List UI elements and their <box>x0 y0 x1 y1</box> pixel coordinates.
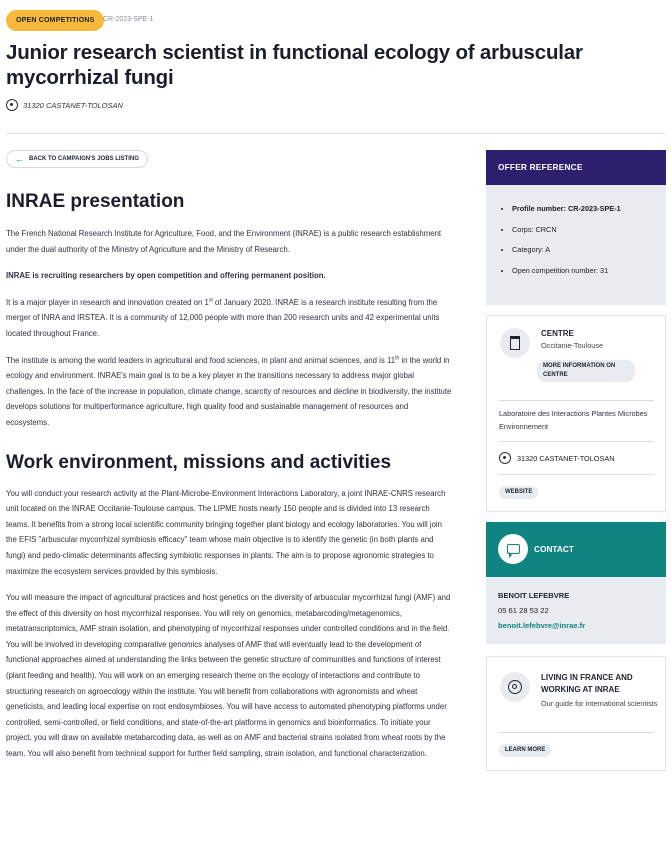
divider <box>499 474 654 475</box>
contact-panel <box>486 577 666 644</box>
location <box>6 99 123 111</box>
superscript: th <box>395 354 400 361</box>
arrow-left-icon: ← <box>15 154 24 164</box>
contact-phone: 05 61 28 53 22 <box>498 606 549 615</box>
location-text: 31320 CASTANET-TOLOSAN <box>23 100 123 110</box>
paragraph <box>6 295 452 342</box>
text: The institute is among the world leaders in agricultural and food sciences, in plant and animal sciences, and is 11 <box>6 355 396 365</box>
living-description: Our guide for international scientists <box>541 699 658 708</box>
paragraph: You will measure the impact of agricultural practices and host genetics on the diversity of arbuscular mycorrhizal fungi (AMF) and the effect of this diversity on host mycorrhizal responses. You will rely on genomics, metabarcoding/metagenomics, metatranscriptomics, AMF strain isolation, and phenotyping of mycorrhizal responses under controlled conditions and in the field. You will be involved in developing comparative genomics analyses of AMF that will eventually lead to the development of functional approaches aimed at understanding the links between the genetic structure of communities and functions of interest (plant feeding and health). You will work on an emerging research theme on the ecology of interactions and contribute to structuring research on agroecology within the institute. You will benefit from collaborations with agronomists and wheat geneticists, and leading local expertise on root endosymbioses. You will have access to automated phenotyping platforms under controlled, semi-controlled, or field conditions, and state-of-the-art platforms in genomics and bioinformatics. To initiate your project, you will draw on available metabarcoding data, as well as on AMF and bacterial strains isolated from wheat roots by the team. You will also benefit from technical support for further field sampling, strain isolation, and functional characterization. <box>6 593 451 759</box>
lab-name: Laboratoire des Interactions Plantes Microbes Environnement <box>499 409 648 431</box>
text: of January 2020. INRAE is a research institute resulting from the merger of INRA and IRSTEA. It is a community of 12,000 people with more than 200 research units and 42 experimental units located throughout France. <box>6 297 440 338</box>
section-title-work-environment: Work environment, missions and activities <box>6 451 392 473</box>
location-pin-icon <box>499 452 511 464</box>
centre-location-text: 31320 CASTANET-TOLOSAN <box>517 453 615 463</box>
contact-email-link[interactable]: benoit.lefebvre@inrae.fr <box>498 621 586 630</box>
paragraph <box>6 353 452 431</box>
learn-more-link[interactable]: LEARN MORE <box>499 744 551 757</box>
divider <box>499 441 654 442</box>
offer-corps: • Corps: CRCN <box>512 220 654 241</box>
living-title: LIVING IN FRANCE AND WORKING AT INRAE <box>541 673 633 694</box>
living-in-france-card <box>486 656 666 771</box>
contact-header <box>486 522 666 577</box>
building-icon <box>500 328 530 358</box>
offer-profile-number: • Profile number: CR-2023-SPE-1 <box>512 199 654 220</box>
divider <box>499 400 654 401</box>
page-title: Junior research scientist in functional ecology of arbuscular mycorrhizal fungi <box>6 41 583 89</box>
offer-category: • Category: A <box>512 240 654 261</box>
website-link[interactable]: WEBSITE <box>499 486 538 499</box>
paragraph-bold <box>6 268 452 284</box>
main-content <box>6 190 452 762</box>
back-to-listing-button[interactable] <box>6 150 148 168</box>
location-pin-icon <box>6 99 18 111</box>
offer-reference-panel <box>486 185 666 305</box>
text: in the world in ecology and environment. INRAE's main goal is to be a key player in the transitions necessary to address major global challenges. In the face of the increase in population, climate change, scarcity of resources and decline in biodiversity, the institute develops solutions for multiperformance agriculture, high quality food and sustainable management of resources and ecosystems. <box>6 355 452 427</box>
superscript: st <box>208 297 213 304</box>
contact-name: BENOIT LEFEBVRE <box>498 591 570 600</box>
text: It is a major player in research and innovation created on 1 <box>6 297 209 307</box>
centre-card <box>486 315 666 512</box>
section-title-presentation: INRAE presentation <box>6 191 185 212</box>
target-icon <box>500 672 530 702</box>
back-label: BACK TO CAMPAIGN'S JOBS LISTING <box>29 156 139 162</box>
offer-competition-number: • Open competition number: 31 <box>512 261 654 282</box>
divider <box>499 732 654 733</box>
centre-name: Occitanie-Toulouse <box>541 341 604 350</box>
recruiting-statement: INRAE is recruiting researchers by open competition and offering permanent position. <box>6 271 326 281</box>
offer-reference-header: OFFER REFERENCE <box>486 150 666 185</box>
paragraph: You will conduct your research activity at the Plant-Microbe-Environment Interactions Laboratory, a joint INRAE-CNRS research unit located on the INRAE Occitanie-Toulouse campus. The LIPME hosts nearly 150 people and is divided into 13 research teams. It benefits from a strong local scientific community bringing together plant biology and ecology laboratories. You will join the EFIS "arbuscular mycorrhizal symbiosis efficacy" team whose main objective is to identify the genetic (in both plants and fungi) and pedo-climatic determinants affecting symbiotic responses in plants. The aim is to propose agronomic strategies to maximize the ecosystem services provided by this symbiosis. <box>6 488 446 576</box>
divider <box>6 133 666 134</box>
open-competitions-badge: OPEN COMPETITIONS <box>6 10 104 31</box>
centre-title: CENTRE <box>541 329 574 338</box>
more-info-centre-link[interactable]: MORE INFORMATION ON CENTRE <box>537 360 635 382</box>
centre-location <box>499 452 614 464</box>
paragraph: The French National Research Institute for Agriculture, Food, and the Environment (INRAE) is a public research establishment under the dual authority of the Ministry of Agriculture and the Ministry of Research. <box>6 229 442 254</box>
contact-title: CONTACT <box>534 544 574 554</box>
offer-reference-code: CR-2023-SPE-1 <box>103 16 154 23</box>
chat-bubble-icon <box>498 534 528 564</box>
